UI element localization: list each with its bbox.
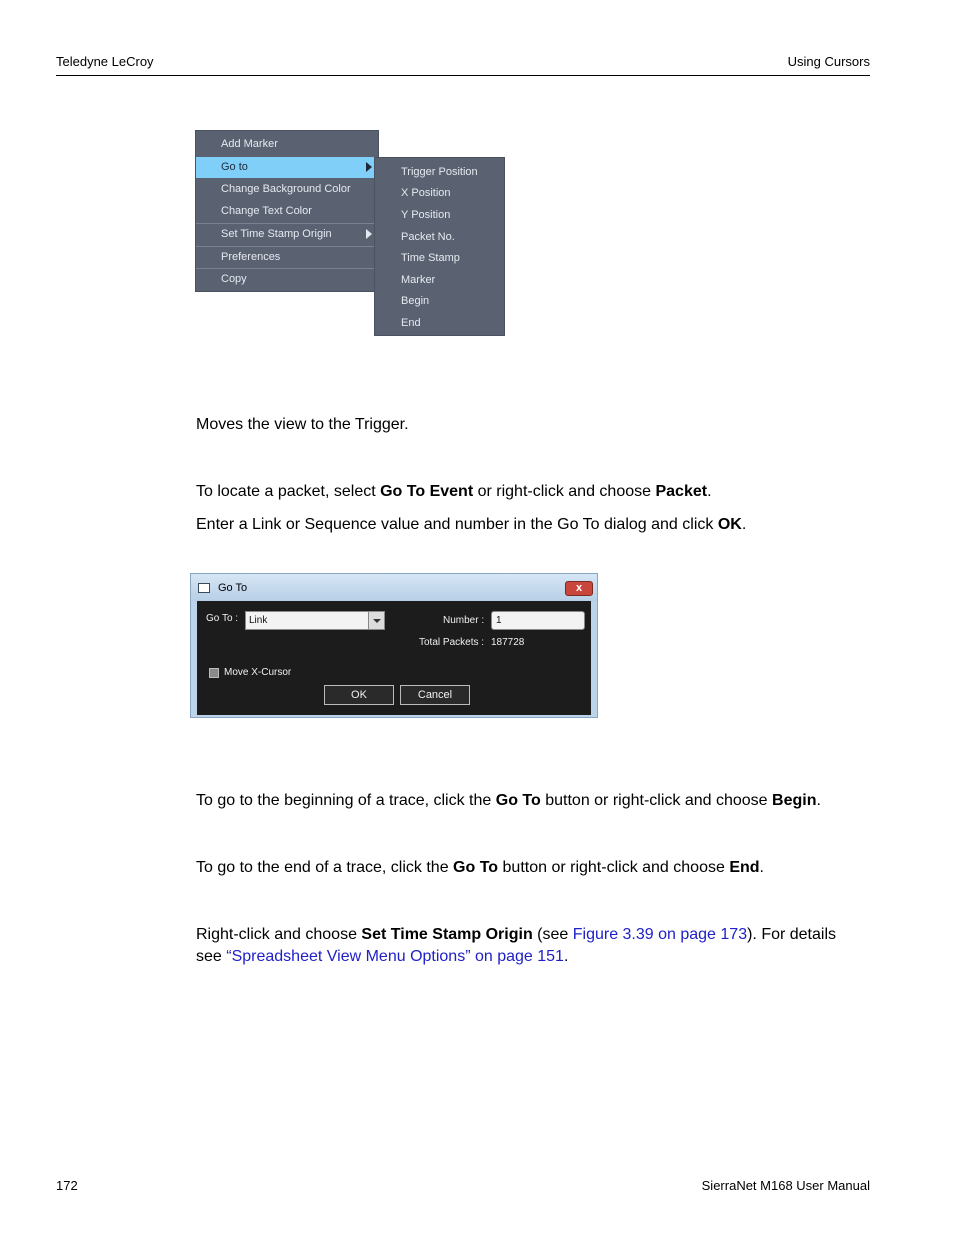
move-x-cursor-checkbox[interactable] [209, 668, 219, 678]
dialog-title: Go To [218, 582, 248, 594]
menu-item-change-background-color[interactable]: Change Background Color [221, 183, 351, 195]
dialog-titlebar [191, 574, 597, 601]
cancel-button[interactable]: Cancel [400, 685, 470, 705]
submenu-arrow-icon [366, 229, 372, 239]
paragraph-end [196, 857, 764, 879]
chevron-down-icon[interactable] [368, 612, 384, 629]
total-packets-value: 187728 [491, 637, 525, 648]
spreadsheet-view-link[interactable]: “Spreadsheet View Menu Options” on page 151 [226, 948, 564, 965]
text: To locate a packet, select [196, 483, 381, 500]
close-button[interactable]: x [565, 581, 593, 596]
manual-title: SierraNet M168 User Manual [701, 1178, 870, 1193]
menu-item-copy[interactable]: Copy [221, 273, 247, 285]
paragraph-trigger: Moves the view to the Trigger. [196, 416, 409, 433]
menu-item-set-time-stamp-origin-label: Set Time Stamp Origin [221, 228, 332, 240]
number-label: Number : [443, 615, 485, 626]
submenu-item-y-position[interactable]: Y Position [401, 209, 451, 221]
text: To go to the beginning of a trace, click the [196, 792, 496, 809]
text: (see [532, 926, 573, 943]
number-input[interactable]: 1 [491, 611, 585, 630]
text: . [563, 948, 569, 965]
submenu-item-end[interactable]: End [401, 317, 421, 329]
submenu-item-x-position[interactable]: X Position [401, 187, 451, 199]
text: button or right-click and choose [540, 792, 773, 809]
menu-item-preferences[interactable]: Preferences [221, 251, 281, 263]
go-to-label: Go To : [206, 613, 239, 624]
bold-text: OK [717, 516, 742, 533]
bold-text: Go To [495, 792, 541, 809]
text: . [759, 859, 764, 876]
text: Right-click and choose [196, 926, 362, 943]
submenu-item-trigger-position[interactable]: Trigger Position [401, 166, 478, 178]
text: . [741, 516, 747, 533]
bold-text: End [729, 859, 760, 876]
bold-text: Set Time Stamp Origin [361, 926, 533, 943]
text: . [707, 483, 712, 500]
move-x-cursor-label: Move X-Cursor [224, 667, 292, 678]
paragraph-enter-value [196, 514, 746, 536]
figure-link[interactable]: Figure 3.39 on page 173 [572, 926, 748, 943]
paragraph-begin [196, 790, 821, 812]
submenu-arrow-icon [366, 162, 372, 172]
text: button or right-click and choose [498, 859, 730, 876]
submenu-item-marker[interactable]: Marker [401, 274, 436, 286]
bold-text: Begin [772, 792, 817, 809]
menu-item-add-marker[interactable]: Add Marker [221, 138, 278, 150]
ok-button[interactable]: OK [324, 685, 394, 705]
text: . [816, 792, 821, 809]
go-to-dialog [190, 573, 598, 718]
go-to-submenu [374, 157, 505, 336]
text: ). For details [747, 926, 837, 943]
header-company: Teledyne LeCroy [56, 54, 154, 69]
submenu-item-begin[interactable]: Begin [401, 295, 430, 307]
bold-text: Packet [655, 483, 708, 500]
submenu-item-packet-no[interactable]: Packet No. [401, 231, 455, 243]
paragraph-time-stamp-origin [196, 924, 876, 968]
header-section: Using Cursors [787, 54, 870, 69]
header-divider [56, 75, 870, 76]
text: To go to the end of a trace, click the [196, 859, 454, 876]
text: or right-click and choose [473, 483, 656, 500]
menu-item-go-to-label: Go to [221, 161, 248, 173]
menu-item-go-to[interactable] [196, 157, 378, 178]
text: see [196, 948, 227, 965]
bold-text: Go To [453, 859, 499, 876]
menu-item-set-time-stamp-origin[interactable] [196, 224, 378, 245]
go-to-select-value: Link [249, 615, 268, 626]
go-to-select[interactable] [245, 611, 385, 630]
text: Enter a Link or Sequence value and number in the Go To dialog and click [196, 516, 718, 533]
context-menu [195, 130, 379, 292]
paragraph-locate-packet [196, 481, 712, 503]
menu-item-change-text-color[interactable]: Change Text Color [221, 205, 312, 217]
window-icon [198, 583, 210, 593]
page-number: 172 [56, 1178, 78, 1193]
total-packets-label: Total Packets : [419, 637, 485, 648]
bold-text: Go To Event [380, 483, 474, 500]
submenu-item-time-stamp[interactable]: Time Stamp [401, 252, 460, 264]
dialog-body [197, 601, 591, 715]
